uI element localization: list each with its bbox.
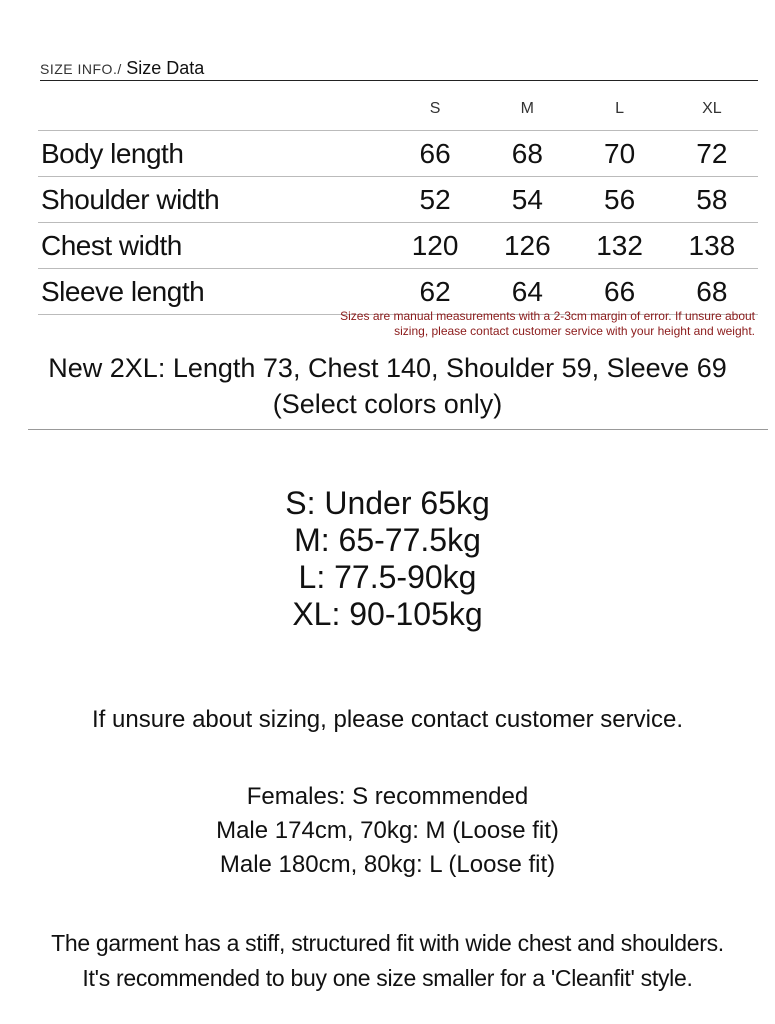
column-header-l: L xyxy=(573,88,665,131)
recommendation-item: Male 180cm, 80kg: L (Loose fit) xyxy=(219,851,556,878)
measurement-note-line: Sizes are manual measurements with a 2-3cm margin of error. If unsure about xyxy=(340,309,755,323)
table-cell: 58 xyxy=(666,177,758,223)
weight-guide-item: L: 77.5-90kg xyxy=(298,559,477,595)
garment-fit-line: It's recommended to buy one size smaller for a 'Cleanfit' style. xyxy=(82,965,693,991)
section-divider xyxy=(28,429,768,430)
measurement-note-line: sizing, please contact customer service with your height and weight. xyxy=(394,324,755,338)
weight-guide-item: S: Under 65kg xyxy=(285,485,490,521)
garment-fit-note xyxy=(0,926,775,996)
recommendation-item: Male 174cm, 70kg: M (Loose fit) xyxy=(216,817,559,844)
table-row xyxy=(38,131,758,177)
new-2xl-line: New 2XL: Length 73, Chest 140, Shoulder 59, Sleeve 69 xyxy=(48,353,727,383)
recommendation-item: Females: S recommended xyxy=(246,783,529,810)
column-header-m: M xyxy=(481,88,573,131)
table-cell: 126 xyxy=(481,223,573,269)
table-cell: 132 xyxy=(573,223,665,269)
table-cell: 62 xyxy=(389,269,481,315)
size-table-header-row xyxy=(38,88,758,131)
table-cell: 54 xyxy=(481,177,573,223)
table-cell: 56 xyxy=(573,177,665,223)
size-data-title: Size Data xyxy=(126,58,205,78)
column-header-s: S xyxy=(389,88,481,131)
size-table-corner xyxy=(38,88,389,131)
table-row xyxy=(38,223,758,269)
size-info-header xyxy=(40,58,758,81)
table-cell: 64 xyxy=(481,269,573,315)
row-label-body-length: Body length xyxy=(38,131,389,177)
contact-note: If unsure about sizing, please contact customer service. xyxy=(92,706,683,733)
size-info-tag: SIZE INFO./ xyxy=(40,61,122,77)
table-cell: 52 xyxy=(389,177,481,223)
table-cell: 120 xyxy=(389,223,481,269)
table-cell: 138 xyxy=(666,223,758,269)
row-label-shoulder-width: Shoulder width xyxy=(38,177,389,223)
column-header-xl: XL xyxy=(666,88,758,131)
size-table xyxy=(38,88,758,315)
table-cell: 68 xyxy=(666,269,758,315)
table-cell: 70 xyxy=(573,131,665,177)
new-2xl-note: (Select colors only) xyxy=(272,389,503,419)
garment-fit-line: The garment has a stiff, structured fit with wide chest and shoulders. xyxy=(51,930,724,956)
table-row xyxy=(38,269,758,315)
weight-guide-item: XL: 90-105kg xyxy=(292,596,483,632)
fit-recommendations xyxy=(0,780,775,882)
new-2xl-info xyxy=(0,350,775,422)
table-row xyxy=(38,177,758,223)
measurement-note xyxy=(275,309,755,339)
table-cell: 66 xyxy=(573,269,665,315)
table-cell: 72 xyxy=(666,131,758,177)
row-label-chest-width: Chest width xyxy=(38,223,389,269)
weight-guide-item: M: 65-77.5kg xyxy=(294,522,481,558)
table-cell: 66 xyxy=(389,131,481,177)
weight-guide xyxy=(0,485,775,633)
row-label-sleeve-length: Sleeve length xyxy=(38,269,389,315)
table-cell: 68 xyxy=(481,131,573,177)
